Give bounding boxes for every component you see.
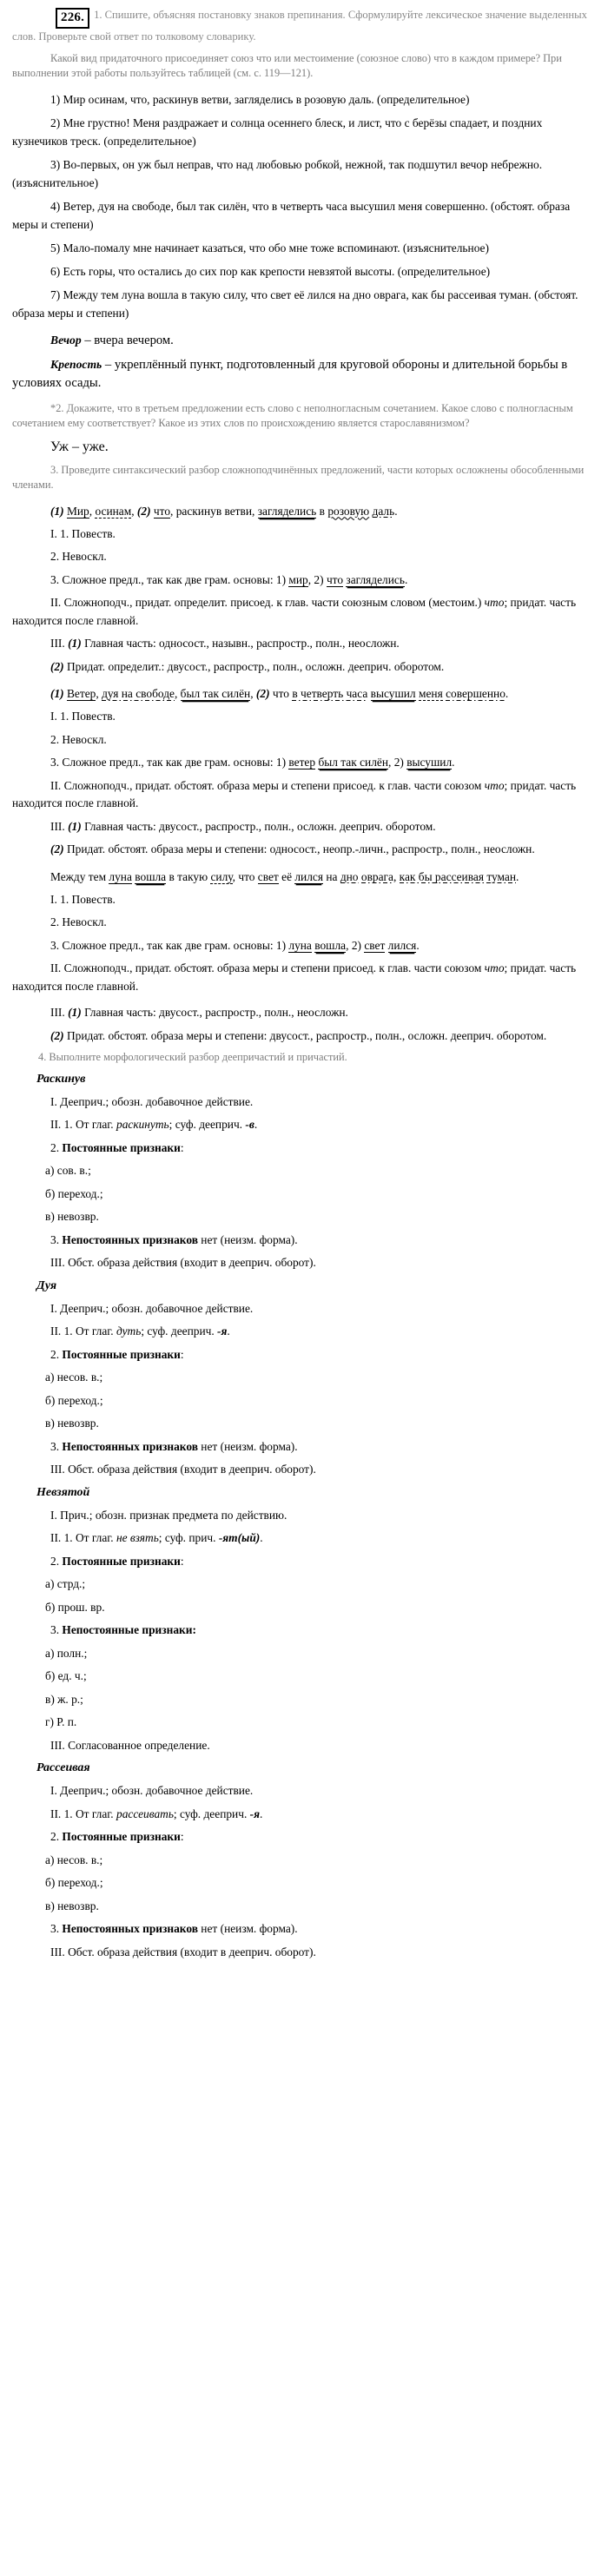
morphology-word: Дуя	[36, 1278, 57, 1292]
morphology-line-2	[12, 1116, 592, 1134]
plain-text: :	[180, 1554, 184, 1568]
morphology-block	[12, 1760, 592, 1961]
feature-item: а) полн.;	[45, 1646, 88, 1660]
sentence-kind: (изъяснительное)	[12, 175, 99, 189]
sentence-text: Ветер, дуя на свободе, был так силён, что в четверть часа высушил меня совершенно.	[63, 199, 488, 213]
item-number: 2.	[50, 1347, 60, 1361]
variable-features-label: Непостоянных признаков	[62, 1922, 198, 1936]
item-number: 3.	[50, 1623, 60, 1637]
sentence-list	[12, 90, 592, 322]
feature-item: в) невозвр.	[45, 1417, 99, 1430]
plain-text: 3. Сложное предл., так как две грам. основы: 1)	[50, 938, 289, 952]
plain-text: в	[316, 504, 328, 518]
morphology-line-4	[12, 1438, 592, 1456]
plain-text: Придат. обстоят. образа меры и степени: двусост., распростр., полн., осложн. дееприч. оборотом.	[66, 1028, 547, 1042]
object-word: силу	[210, 869, 233, 883]
sentence-number: 3)	[50, 157, 61, 171]
plain-text: II. 1. От глаг.	[50, 1807, 116, 1820]
syntactic-analysis-3	[12, 868, 592, 1046]
plain-text: нет (неизм. форма).	[201, 1232, 298, 1246]
analysis-sentence: (1) Мир, осинам, (2) что, раскинув ветви, загляделись в розовую даль.	[50, 504, 398, 518]
sentence-text: Есть горы, что остались до сих пор как крепости невзятой высоты.	[63, 264, 395, 278]
subject-word: что	[153, 504, 171, 518]
sentence-number: 7)	[50, 287, 61, 301]
morphology-line-3	[12, 1553, 592, 1571]
constant-features-label: Постоянные признаки	[62, 1554, 181, 1568]
glossary-term: Крепость	[50, 357, 102, 371]
plain-text: Придат. определит.: двусост., распростр., полн., осложн. дееприч. оборотом.	[66, 659, 445, 673]
sentence-kind: (обстоят. образа меры и степени)	[12, 199, 571, 231]
adverbial-word: даль	[372, 504, 395, 518]
syntactic-analysis-1	[12, 502, 592, 677]
sentence-text: Мало-помалу мне начинает казаться, что обо мне тоже вспоминают.	[63, 241, 400, 254]
glossary	[12, 331, 592, 393]
plain-text: .	[516, 869, 519, 883]
item-number: 2.	[50, 1140, 60, 1154]
clause-marker: (1)	[50, 687, 64, 701]
sentence-item	[12, 197, 592, 234]
morphology-line-1: I. Дееприч.; обозн. добавочное действие.	[50, 1784, 254, 1798]
item-number: 3.	[50, 1922, 60, 1936]
exercise-number: 226.	[56, 8, 89, 29]
analysis-line-3	[12, 754, 592, 772]
grammar-base-word: вошла	[314, 938, 347, 952]
clause-marker: (2)	[50, 842, 64, 856]
item-number: 3.	[50, 1439, 60, 1453]
plain-text: II. Сложноподч., придат. обстоят. образа меры и степени присоед. к глав. части союзом	[50, 778, 485, 792]
sentence-number: 5)	[50, 241, 61, 254]
plain-text: .	[505, 687, 509, 701]
morphology-line-2	[12, 1529, 592, 1548]
analysis-line-5	[12, 635, 592, 653]
clause-marker: (1)	[68, 637, 82, 651]
predicate-word: загляделись	[257, 504, 317, 518]
morphology-line-2	[12, 1806, 592, 1824]
plain-text: , 2)	[346, 938, 365, 952]
plain-text: II. 1. От глаг.	[50, 1118, 116, 1132]
grammar-base-word: ветер	[288, 756, 316, 769]
item-number: 2.	[50, 1830, 60, 1844]
plain-text: ; придат. часть находится после главной.	[12, 961, 577, 993]
spacer	[12, 82, 592, 90]
adverbial-phrase: дуя на свободе	[102, 687, 175, 701]
feature-item: г) Р. п.	[45, 1715, 77, 1729]
plain-text: II. 1. От глаг.	[50, 1324, 116, 1338]
glossary-definition: укреплённый пункт, подготовленный для круговой обороны и длительной борьбы в условиях осады.	[12, 357, 568, 390]
plain-text: .	[227, 1324, 230, 1338]
sentence-kind: (изъяснительное)	[402, 241, 489, 254]
morphology-word: Раскинув	[36, 1072, 86, 1086]
task-2-answer: Уж – уже.	[50, 439, 109, 454]
analysis-line-4	[12, 777, 592, 813]
conjunction-word: что	[484, 778, 505, 792]
plain-text: , 2)	[388, 756, 407, 769]
sentence-number: 6)	[50, 264, 61, 278]
plain-text: ; суф. дееприч.	[173, 1807, 250, 1820]
sentence-kind: (обстоят. образа меры и степени)	[12, 287, 578, 320]
plain-text: на	[323, 869, 340, 883]
object-word: осинам	[95, 504, 132, 518]
predicate-word: высушил	[370, 687, 416, 701]
analysis-line-1: I. 1. Повеств.	[50, 892, 116, 906]
morphology-line-1: I. Дееприч.; обозн. добавочное действие.	[50, 1301, 254, 1315]
morphology-block	[12, 1484, 592, 1755]
feature-item: в) ж. р.;	[45, 1692, 83, 1706]
feature-item: а) стрд.;	[45, 1577, 86, 1591]
sentence-kind: (определительное)	[103, 134, 196, 148]
sentence-kind: (определительное)	[377, 92, 470, 106]
predicate-word: вошла	[135, 869, 167, 883]
plain-text: Главная часть: односост., назывн., распростр., полн., неосложн.	[84, 637, 400, 651]
morphology-block	[12, 1071, 592, 1272]
variable-features-label: Непостоянных признаков	[62, 1232, 198, 1246]
sentence-text: Во-первых, он уж был неправ, что над любовью робкой, нежной, так подшутил вечор небрежно.	[63, 157, 543, 171]
plain-text: Главная часть: двусост., распростр., полн., осложн. дееприч. оборотом.	[84, 819, 436, 833]
analysis-sentence: (1) Ветер, дуя на свободе, был так силён, (2) что в четверть часа высушил меня совершенно.	[50, 687, 509, 701]
grammar-base-word: лился	[387, 938, 417, 952]
analysis-line-2: 2. Невоскл.	[50, 915, 107, 929]
glossary-dash: –	[104, 357, 112, 372]
exercise-task-1: 1. Спишите, объясняя постановку знаков препинания. Сформулируйте лексическое значение выделенных слов. Проверьте свой ответ по толковому словарику.	[12, 9, 587, 43]
clause-marker: (1)	[68, 1006, 82, 1020]
glossary-entry	[12, 331, 592, 350]
adverbial-word: дно	[340, 869, 359, 883]
glossary-definition: вчера вечером.	[94, 333, 174, 347]
plain-text: ,	[393, 869, 400, 883]
analysis-line-2: 2. Невоскл.	[50, 732, 107, 746]
exercise-task-4: 4. Выполните морфологический разбор деепричастий и причастий.	[38, 1051, 347, 1064]
analysis-line-5	[12, 818, 592, 836]
plain-text: что	[269, 687, 293, 701]
feature-item: б) прош. вр.	[45, 1600, 105, 1614]
plain-text: нет (неизм. форма).	[201, 1922, 298, 1936]
plain-text: , что	[232, 869, 258, 883]
clause-marker: (2)	[50, 1028, 64, 1042]
exercise-task-1-question	[12, 51, 592, 82]
analysis-line-2: 2. Невоскл.	[50, 550, 107, 564]
clause-marker: (1)	[50, 504, 64, 518]
grammar-base-word: высушил	[406, 756, 453, 769]
morphology-line-4	[12, 1232, 592, 1250]
exercise-heading	[12, 7, 592, 45]
sentence-text: Между тем луна вошла в такую силу, что свет её лился на дно оврага, как бы рассеивая туман.	[63, 287, 532, 301]
morphology-line-5: III. Обст. образа действия (входит в дееприч. оборот).	[50, 1256, 316, 1270]
suffix: -ят(ый)	[218, 1531, 261, 1545]
sentence-item	[12, 286, 592, 322]
exercise-task-2: *2. Докажите, что в третьем предложении есть слово с неполногласным сочетанием. Какое слово с полногласным сочетанием ему соответствует? Какое из этих слов по происхождению является старославянизмом?	[12, 401, 573, 430]
sentence-kind: (определительное)	[397, 264, 491, 278]
morphology-line-4	[12, 1622, 592, 1640]
plain-text: :	[180, 1347, 184, 1361]
sentence-item	[12, 114, 592, 150]
analysis-line-6	[12, 658, 592, 677]
morphology-line-5: III. Обст. образа действия (входит в дееприч. оборот).	[50, 1463, 316, 1476]
sentence-number: 2)	[50, 116, 61, 129]
analysis-line-6	[12, 1027, 592, 1046]
morphology-line-5: III. Обст. образа действия (входит в дееприч. оборот).	[50, 1945, 316, 1958]
analysis-line-5	[12, 1004, 592, 1022]
analysis-line-4	[12, 594, 592, 630]
task-1-question-text: Какой вид придаточного присоединяет союз что или местоимение (союзное слово) что в каждом примере? При выполнении этой работы пользуйтесь таблицей (см. с. 119—121).	[12, 51, 562, 80]
subject-word: Ветер	[66, 687, 96, 701]
plain-text: .	[452, 756, 455, 769]
object-word: меня	[418, 687, 443, 701]
plain-text: ; придат. часть находится после главной.	[12, 596, 577, 627]
sentence-number: 4)	[50, 199, 61, 213]
plain-text: ; суф. дееприч.	[169, 1118, 246, 1132]
feature-item: в) невозвр.	[45, 1210, 99, 1224]
plain-text: ; придат. часть находится после главной.	[12, 778, 577, 810]
morphology-line-1: I. Дееприч.; обозн. добавочное действие.	[50, 1094, 254, 1108]
analysis-sentence	[12, 868, 592, 886]
plain-text: Главная часть: двусост., распростр., полн., неосложн.	[84, 1006, 348, 1020]
morphology-line-2	[12, 1323, 592, 1341]
predicate-phrase: был так силён	[180, 687, 251, 701]
glossary-term: Вечор	[50, 333, 82, 347]
subject-word: луна	[109, 869, 132, 883]
grammar-base-word: луна	[288, 938, 312, 952]
sentence-item	[12, 239, 592, 257]
plain-text: .	[404, 572, 408, 586]
suffix: -в	[245, 1118, 254, 1132]
subject-word: свет	[257, 869, 279, 883]
variable-features-label: Непостоянные признаки:	[62, 1623, 196, 1637]
source-verb: дуть	[116, 1324, 142, 1338]
plain-text: .	[260, 1807, 263, 1820]
plain-text: .	[254, 1118, 258, 1132]
morphology-line-4	[12, 1920, 592, 1939]
plain-text: II. Сложноподч., придат. определит. присоед. к глав. части союзным словом (местоим.)	[50, 596, 485, 610]
grammar-base-word: мир	[288, 572, 308, 586]
plain-text: :	[180, 1140, 184, 1154]
glossary-entry	[12, 355, 592, 393]
plain-text: .	[394, 504, 398, 518]
glossary-dash: –	[84, 333, 91, 347]
grammar-base-word: был так силён	[318, 756, 388, 769]
roman-marker: III.	[50, 819, 65, 833]
morphology-word: Рассеивая	[36, 1761, 90, 1775]
clause-marker: (2)	[50, 659, 64, 673]
morphology-line-3	[12, 1139, 592, 1158]
plain-text: 3. Сложное предл., так как две грам. основы: 1)	[50, 756, 289, 769]
morphology-line-5: III. Согласованное определение.	[50, 1738, 210, 1752]
feature-item: б) переход.;	[45, 1186, 103, 1200]
sentence-text: Мне грустно! Меня раздражает и солнца осеннего блеск, и лист, что с берёзы спадает, и поздних кузнечиков треск.	[12, 116, 543, 148]
constant-features-label: Постоянные признаки	[62, 1140, 181, 1154]
morphology-word: Невзятой	[36, 1485, 90, 1499]
plain-text: :	[180, 1830, 184, 1844]
suffix: -я	[249, 1807, 261, 1820]
sentence-item	[12, 262, 592, 281]
clause-marker: (2)	[136, 504, 151, 518]
clause-marker: (1)	[68, 819, 82, 833]
adverbial-word: оврага	[360, 869, 393, 883]
grammar-base-word: что	[326, 572, 344, 586]
plain-text: , 2)	[307, 572, 327, 586]
analysis-line-1: I. 1. Повеств.	[50, 526, 116, 540]
conjunction-word: что	[484, 596, 505, 610]
analysis-line-4	[12, 960, 592, 995]
feature-item: а) несов. в.;	[45, 1371, 103, 1384]
morphology-line-3	[12, 1346, 592, 1364]
plain-text: .	[260, 1531, 263, 1545]
suffix: -я	[217, 1324, 228, 1338]
predicate-word: лился	[294, 869, 324, 883]
roman-marker: III.	[50, 1006, 65, 1020]
feature-item: б) переход.;	[45, 1876, 103, 1890]
plain-text: её	[278, 869, 295, 883]
plain-text: ; суф. прич.	[158, 1531, 219, 1545]
feature-item: б) переход.;	[45, 1393, 103, 1407]
analysis-line-3	[12, 937, 592, 955]
plain-text: 3. Сложное предл., так как две грам. основы: 1)	[50, 572, 289, 586]
adverbial-phrase: в четверть часа	[292, 687, 368, 701]
plain-text: .	[416, 938, 420, 952]
variable-features-label: Непостоянных признаков	[62, 1439, 198, 1453]
plain-text: Придат. обстоят. образа меры и степени: односост., неопр.-личн., распростр., полн., неосложн.	[66, 842, 535, 856]
plain-text: II. Сложноподч., придат. обстоят. образа меры и степени присоед. к глав. части союзом	[50, 961, 485, 975]
plain-text: в такую	[166, 869, 211, 883]
feature-item: б) ед. ч.;	[45, 1669, 87, 1683]
plain-text: II. 1. От глаг.	[50, 1531, 116, 1545]
plain-text: ; суф. дееприч.	[141, 1324, 218, 1338]
feature-item: а) сов. в.;	[45, 1164, 91, 1178]
source-verb: рассеивать	[116, 1807, 174, 1820]
subject-word: Мир	[66, 504, 89, 518]
definition-word: розовую	[327, 504, 370, 518]
clause-marker: (2)	[255, 687, 270, 701]
syntactic-analysis-2	[12, 684, 592, 859]
item-number: 3.	[50, 1232, 60, 1246]
sentence-item	[12, 90, 592, 109]
sentence-number: 1)	[50, 92, 61, 106]
analysis-line-6	[12, 841, 592, 859]
roman-marker: III.	[50, 637, 65, 651]
plain-text: нет (неизм. форма).	[201, 1439, 298, 1453]
analysis-line-1: I. 1. Повеств.	[50, 710, 116, 723]
exercise-task-3: 3. Проведите синтаксический разбор сложноподчинённых предложений, части которых осложнены обособленными членами.	[12, 463, 585, 492]
grammar-base-word: загляделись	[346, 572, 405, 586]
sentence-text: Мир осинам, что, раскинув ветви, загляделись в розовую даль.	[63, 92, 374, 106]
constant-features-label: Постоянные признаки	[62, 1830, 181, 1844]
grammar-base-word: свет	[364, 938, 386, 952]
sentence-item	[12, 155, 592, 192]
feature-item: в) невозвр.	[45, 1899, 99, 1912]
morphology-block	[12, 1278, 592, 1479]
constant-features-label: Постоянные признаки	[62, 1347, 181, 1361]
conjunction-word: что	[484, 961, 505, 975]
plain-text: Между тем	[50, 869, 109, 883]
morphology-line-3	[12, 1828, 592, 1846]
source-verb: раскинуть	[116, 1118, 169, 1132]
morphology-line-1: I. Прич.; обозн. признак предмета по действию.	[50, 1508, 287, 1522]
analysis-line-3	[12, 571, 592, 590]
feature-item: а) несов. в.;	[45, 1853, 103, 1866]
adverbial-word: совершенно	[446, 687, 506, 701]
adverbial-phrase: как бы рассеивая туман	[399, 869, 517, 883]
item-number: 2.	[50, 1554, 60, 1568]
source-verb: не взять	[116, 1531, 159, 1545]
plain-text: , раскинув ветви,	[170, 504, 258, 518]
